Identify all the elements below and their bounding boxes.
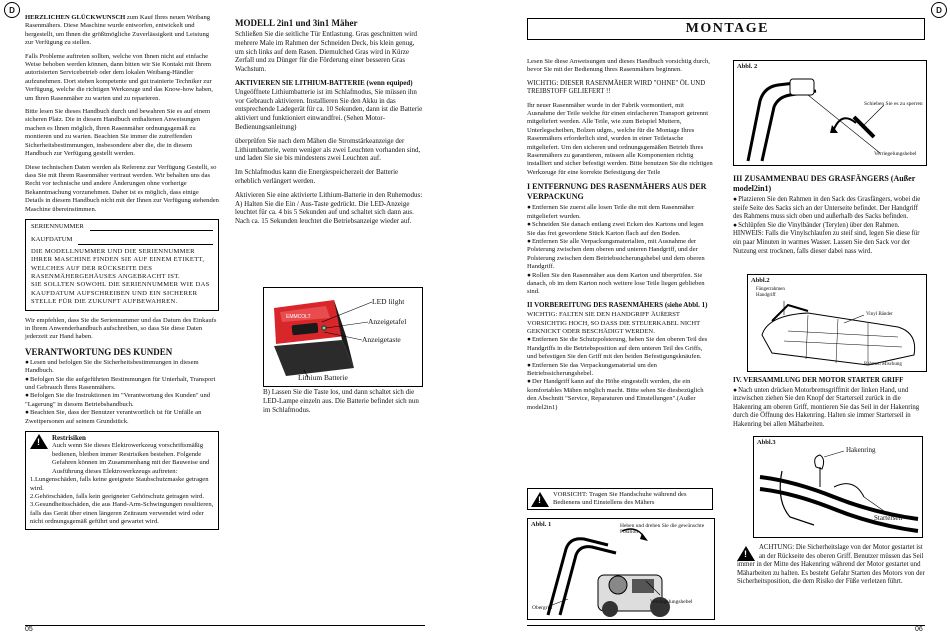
resp-item-1: ● Lesen und befolgen Sie die Sicherheitsbestimmungen in diesem Handbuch.: [25, 359, 219, 376]
page-number-right: 06: [915, 626, 923, 633]
fig4-hook-label: Hakenring: [846, 446, 876, 454]
attention-block: [737, 544, 925, 587]
lock-lever-figure: [733, 60, 927, 166]
serial-location-text: DIE MODELLNUMMER UND DIE SERIENNUMMER IHRER MASCHINE FINDEN SIE AUF EINEM ETIKETT, WELCHES AUF DER RÜCKSEITE DES RASENMÄHERGEHÄUSES ANGEBRACHT IST.: [31, 247, 205, 280]
serial-line: [90, 230, 213, 231]
fig2-slide-label: Schieben Sie es zu sperren: [864, 101, 923, 107]
left-column-2: [235, 14, 423, 231]
unpack-item-1: ● Entfernen Sie zuerst alle losen Teile die mit dem Rasenmäher mitgeliefert wurden.: [527, 204, 713, 221]
montage-title-bar: [527, 18, 925, 40]
sleep-mode-text: Im Schlafmodus kann die Energiespeicherzeit der Batterie erheblich verlängert werden.: [235, 168, 399, 185]
fig2-lock-label: Verriegelungshebel: [874, 151, 917, 157]
risks-text: Auch wenn Sie dieses Elektrowerkzeug vorschriftsmäßig bedienen, bleiben immer Restrisiken bestehen. Folgende Gefahren können im Zusammenhang mit der Bauweise und Ausführung dieses Elektrowerkzeugs auftreten:: [52, 442, 210, 475]
intro-text: Lesen Sie diese Anweisungen und dieses Handbuch vorsichtig durch, bevor Sie mit der Bedienung Ihres Rasenmähers beginnen.: [527, 58, 710, 74]
resp-item-3: ● Befolgen Sie die Instruktionen im "Verantwortung des Kunden" und "Lagerung" in diesem Betriebshandbuch.: [25, 392, 219, 409]
risk-item-3: 3.Gesundheitsschäden, die aus Hand-Arm-Schwingungen resultieren, falls das Gerät über einen längeren Zeitraum verwendet wird oder nicht ordnungsgemäß geführt und gewartet wird.: [30, 501, 214, 526]
attention-triangle-icon: !: [737, 546, 755, 561]
resp-item-2: ● Befolgen Sie die aufgeführten Bestimmungen für Unterhalt, Transport und Gebrauch Ihres Rasenmähers.: [25, 376, 219, 393]
record-paragraph: Wir empfehlen, dass Sie die Seriennummer und das Datum des Einkaufs in Ihrem Anwenderhandbuch aufschreiben, so dass Sie diese Daten jederzeit zur Hand haben.: [25, 316, 217, 341]
battery-figure: [263, 287, 423, 387]
led-label: LED lilght: [372, 297, 405, 306]
serial-record-text: SIE SOLLTEN SOWOHL DIE SERIENNUMMER WIE DAS KAUFDATUM AUFSCHREIBEN UND EIN SICHERER STELLE FÜR DIE ZUKUNFT AUFBEWAHREN.: [31, 281, 210, 306]
fig1-lift-label: Heben und drehen Sie die gewünschte Position: [620, 523, 705, 535]
risk-item-2: 2.Gehörschäden, falls kein geeigneter Gehörschutz getragen wird.: [30, 492, 205, 500]
fig1-lock-label: Verriegelungshebel: [650, 599, 693, 605]
left-column-1: [25, 14, 219, 530]
prepare-item-3: ● Der Handgriff kann auf die Höhe eingestellt werden, die ein komfortables Mähen möglich macht. Bitte sehen Sie diesbezüglich den Abschnitt "Service, Reparaturen und Einstellungen".(Außer model2in1): [527, 378, 713, 412]
specs-paragraph: Diese technischen Daten werden als Referenz zur Verfügung Gestellt, so dass Sie mit Ihrem Rasenmäher vertraut werden. Wir behalten uns das Recht vor technische und andere Änderungen ohne vorherige Bekanntmachung vorzunehmen. Daher ist es möglich, dass einige Details in diesem Handbuch nicht mit der Ihnen zur Verfügung stehenden Maschine übereinstimmen.: [25, 163, 219, 213]
serial-info-box: [25, 219, 219, 311]
prepare-warning: WICHTIG: FALTEN SIE DEN HANDGRIFF ÄUßERST VORSICHTIG HOCH, SO DASS DIE STEUERKABEL NICHT GEKNICKT ODER BESCHÄDIGT WERDEN.: [527, 311, 701, 335]
starter-figure: [753, 436, 923, 538]
handle-figure: [527, 518, 715, 620]
catcher-figure: [747, 274, 927, 372]
residual-risks-box: [25, 431, 219, 529]
fig1-title: Abbl. 1: [531, 521, 552, 528]
step-a-text: A) Halten Sie die Ein / Aus-Taste gedrückt. Die LED-Anzeige leuchtet für ca. 4 bis 5 Sekunden auf und schaltet sich dann aus. Nach ca. 15 Sekunden leuchtet die Betriebsanzeige wieder auf.: [235, 199, 414, 226]
intro-paragraph: HERZLICHEN GLÜCKWUNSCH zum Kauf Ihres neuen Weibang Rasenmähers. Diese Maschine wurde entworfen, entwickelt und hergestellt, um Ihnen die größtmögliche Zuverlässigkeit und Leistung zur Verfügung zu stellen.: [25, 14, 211, 47]
important-text: WICHTIG: DIESER RASENMÄHER WIRD "OHNE" ÖL UND TREIBSTOFF GELIEFERT !!: [527, 79, 706, 96]
battery-check-text: überprüfen Sie nach dem Mähen die Stromstärkeanzeige der Lithiumbatterie, wenn weniger als zwei Leuchten vorhanden sind, und laden Sie sie bis mindestens zwei Leuchten auf.: [235, 136, 421, 163]
catcher-heading: III ZUSAMMENBAU DES GRASFÄNGERS (Außer model2in1): [733, 174, 916, 193]
page-number-left: 05: [25, 626, 33, 633]
serial-label: SERIENNUMMER: [31, 222, 84, 230]
model-heading: MODELL 2in1 und 3in1 Mäher: [235, 18, 358, 28]
page-badge-right: D: [931, 2, 947, 18]
battery-heading: AKTIVIEREN SIE LITHIUM-BATTERIE (wenn equiped): [235, 78, 413, 87]
caution-text: VORSICHT: Tragen Sie Handschuhe während des Bedienens und Einstellens des Mähers: [553, 491, 687, 506]
attention-text: ACHTUNG: Die Sicherheitslage von der Motor gestartet ist an der Rückseite des oberen Griff. Benutzer müssen das Seil immer in der Mitte des Hakenring während der Motor gestartet und Mäharbeiten zu halten. Es besteht Gefahr Starten des Motors von der Sicherheitsposition, die dem Risiko der Füße verletzen führt.: [737, 544, 925, 586]
caution-triangle-icon: !: [531, 492, 549, 507]
fig3-frame-label: Fängerrahmen Handgriff: [756, 287, 785, 298]
step-b-text: B) Lassen Sie die Taste los, und dann schaltet sich die LED-Lampe einzeln aus. Die Batterie befindet sich nun im Schlafmodus.: [263, 388, 419, 414]
fig3-title: Abbl.2: [751, 277, 770, 284]
prepare-heading: II VORBEREITUNG DES RASENMÄHERS (siehe Abbl. 1): [527, 300, 708, 309]
model-text: Schließen Sie die seitliche Tür Entlastung. Gras geschnitten wird mehrere Male im Rahmen der Schneiden Deck, bis klein genug, um sich links auf dem Rasen. Diemulched Gras wird in Kürze Zerfall und zu Dünger für die Förderung einer besseren Gras Wachstum.: [235, 30, 418, 74]
footer-rule-right: [527, 625, 925, 626]
date-line: [78, 244, 213, 245]
manual-paragraph: Bitte lesen Sie dieses Handbuch durch und bewahren Sie es auf einem sicheren Platz. Die in diesem Handbuch enthaltenen Anweisungen machen es Ihnen möglich, Ihren Rasenmäher ordnungsgemäß zu montieren und zu warten. Beachten Sie immer die zutreffenden Sicherheitsbestimmungen, insbesondere aber die, die in diesem Handbuch zur Verfügung gestellt werden.: [25, 108, 211, 158]
right-column-1: [527, 58, 713, 412]
warning-triangle-icon: !: [30, 434, 48, 449]
unpack-item-3: ● Entfernen Sie alle Verpackungsmaterialien, mit Ausnahme der Polsterung zwischen dem oberen und unteren Handgriff, und der Polsterung zwischen dem Betriebssicherungshebel und dem oberen Handgriff.: [527, 238, 713, 272]
risks-heading: Restrisiken: [52, 434, 86, 443]
risk-item-1: 1.Lungenschäden, falls keine geeignete Staubschutzmaske getragen wird.: [30, 476, 209, 492]
purchase-date-label: KAUFDATUM: [31, 236, 73, 244]
catcher-item-2: ● Schlüpfen Sie die Vinylbänder (Terylen) über den Rahmen.: [733, 222, 925, 231]
battery-label: Lithium Batterie: [298, 373, 348, 382]
starter-section: [733, 376, 925, 430]
prepare-item-1: ● Entfernen Sie die Schutzpolsterung, heben Sie den oberen Teil des Handgriffs in die Betriebsposition auf dem unteren Teil des Griffs, und befestigen Sie den Griff mit den beiden Befestigungsknäufen.: [527, 336, 713, 361]
delivery-text: Ihr neuer Rasenmäher wurde in der Fabrik vormontiert, mit Ausnahme der Teile welche für einen einfacheren Transport getrennt mitgeliefert werden. Alle Teile, wie zum Beispiel Muttern, Unterlegscheiben, Bolzen udgm., welche für die Montage Ihres Rasenmähers erforderlich sind, wurden in einer Teiletasche mitgeliefert. Um den sicheren und ordnungsgemäßen Betrieb Ihres Rasenmähers zu garantieren, müssen alle Komponenten richtig installiert und sicher befestigt werden. Bitte benutzen Sie die richtigen Werkzeuge für eine korrekte Befestigung der Teile: [527, 101, 713, 176]
battery-text: Ungeöffnete Lithiumbatterie ist im Schlafmodus, Sie müssen ihn vor Gebrauch aktivieren. Installieren Sie den Akku in das entsprechende Ladegerät für ca. 10 Sekunden, dann ist die Batterie aktiviert und funktioniert einwandfrei. (Sehen Motor-Bedienungsanleitung): [235, 87, 423, 131]
key-label: Anzeigetaste: [362, 335, 401, 344]
unpack-item-2: ● Schneiden Sie danach entlang zwei Ecken des Kartons und legen Sie das frei gewordene Stück Karton flach auf den Boden.: [527, 221, 713, 238]
catcher-hint: HINWEIS: Falls die Vinylschlaufen zu steif sind, legen Sie diese für ein paar Minuten in warmes Wasser. Lassen Sie den Sack vor der Nutzung erst trocknen, falls dieser dabei nass wird.: [733, 230, 920, 255]
prepare-item-2: ● Entfernen Sie das Verpackungsmaterial um den Betriebssicherungshebel.: [527, 362, 713, 379]
fig3-vinyl-label: Vinyl Bänder: [866, 312, 893, 317]
caution-box: [527, 488, 713, 510]
activate-heading: Aktivieren Sie eine aktivierte Lithium-Batterie in den Ruhemodus:: [235, 190, 423, 199]
responsibility-heading: VERANTWORTUNG DES KUNDEN: [25, 346, 173, 357]
right-column-2: [733, 170, 925, 256]
fig4-title: Abbl.3: [757, 439, 776, 446]
starter-item-1: ● Nach unten drücken Motorbremsgriffmit der linken Hand, und inzwischen ziehen Sie den Knopf der Starterseil zurück in die Hakenring am oberen Griff, montieren Sie das Seil in der Hakenring durch die Öffnung des Hakenring. Halten sie immer Starterseil in Hakenring bei allen Mäharbeiten.: [733, 387, 925, 430]
catcher-item-1: ● Platzieren Sie den Rahmen in den Sack des Grasfängers, wobei die steife Seite des Sacks sich an der Unterseite befindet. Der Handgriff des Rahmens muss sich oben und außerhalb des Sacks befinden.: [733, 196, 925, 222]
fig1-upper-grip-label: Obergriff: [532, 605, 553, 611]
fig2-title: Abbl. 2: [737, 63, 758, 70]
starter-heading: IV. VERSAMMLUNG DER MOTOR STARTER GRIFF: [733, 376, 904, 384]
panel-label: Anzeigetafel: [368, 317, 407, 326]
page-title: MONTAGE: [685, 21, 769, 36]
fig4-rope-label: Starterseil: [874, 514, 903, 522]
fig3-frame-mix-label: Rahmen Mischung: [864, 362, 902, 367]
starter-rope-illustration: [754, 437, 922, 537]
unpack-item-4: ● Rollen Sie den Rasenmäher aus dem Karton und überprüfen. Sie danach, ob im dem Karton noch weitere lose Teile liegen geblieben sind.: [527, 272, 713, 297]
unpack-heading: I ENTFERNUNG DES RASENMÄHERS AUS DER VERPACKUNG: [527, 182, 707, 202]
resp-item-4: ● Beachten Sie, dass der Benutzer verantwortlich ist für Unfälle an Zweitpersonen auf seinem Grundstück.: [25, 409, 219, 426]
page-badge-left: D: [4, 2, 20, 18]
battery-brand: EMMCOLT: [286, 314, 311, 320]
right-page: [475, 0, 950, 636]
lock-lever-illustration: [734, 61, 926, 165]
problems-paragraph: Falls Probleme auftreten sollten, welche von Ihnen nicht auf einfache Weise behoben werden können, dann bitten wir Sie Kontakt mit Ihrem autorisierten Servicebetrieb oder dem lokalen Weibang-Händler aufzunehmen. Dort stehen kompetente und gut trainierte Techniker zur Verfügung, welche die richtigen Werkzeuge und das Know-how haben, um Ihren Rasenmäher zu warten und zu reparieren.: [25, 52, 213, 102]
footer-rule-left: [25, 625, 425, 626]
